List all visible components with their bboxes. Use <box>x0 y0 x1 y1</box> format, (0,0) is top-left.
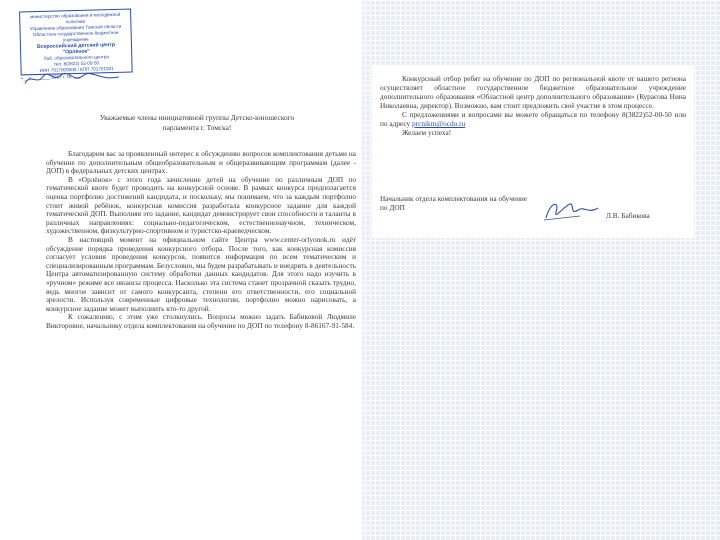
stamp-line: Управление образования Томской области <box>29 23 122 32</box>
signer-name: Л.В. Бабикова <box>606 211 650 220</box>
signer-title: Начальник отдела комплектования на обучение по ДОП <box>380 194 528 212</box>
stamp-line: Областное государственное бюджетное учреждение <box>32 29 119 43</box>
letter-page-2 <box>372 66 694 238</box>
letter-body <box>46 150 356 330</box>
stamp-line: ИНН 7017000000 / КПП 701701001 <box>39 66 114 73</box>
stamp-line: Всероссийский детский центр <box>36 41 116 51</box>
closing-line: Желаем успеха! <box>402 128 452 137</box>
stamp-line: тел. 8(3822) 52-00-50 <box>53 60 100 67</box>
letter-paragraph: К сожалению, с этим уже столкнулись. Вопросы можно задать Бабиковой Людмиле Викторовне, начальнику отдела комплектования на обучение по ДОП по телефону 8-86167-91-584. <box>46 312 356 330</box>
stamp-line: Лаб. образовательного центра <box>43 54 110 61</box>
letter-paragraph: В настоящий момент на официальном сайте Центра www.center-orlyonok.ru идёт обсуждение порядка проведения конкурсного отбора. После того, как конкурсная комиссия согласует условия проведения конкурсов, появится информация по всем тематическим и специализированным программам. Безусловно, мы будем разрабатывать и внедрять в деятельность Центра автоматизированную систему обработки данных кандидатов. Для этого надо изучить в «ручном» режиме все нюансы процесса. Насколько эта система станет прозрачной сказать трудно, ведь многое зависит от самого конкурсанта, степени его ответственности, его социальной зрелости. Используя современные цифровые технологии, портфолио можно нарисовать, а конкурсное задание может выполнить кто-то другой. <box>46 234 356 313</box>
stamp-signature-icon <box>23 69 123 88</box>
letter-addressee: Уважаемые члены инициативной группы Детско-юношеского парламента г. Томска! <box>99 113 295 132</box>
stamp-date: «__» _______ 2017 г. № ___ <box>20 73 81 81</box>
letter-paragraph: В «Орлёнок» с этого года зачисление детей на обучение по различным ДОП по тематической квоте будет проводить на конкурсной основе. В рамках конкурса предполагается оценка портфолио достижений кандидата, и поскольку, мы понимаем, что за каждым портфолио стоит живой ребёнок, конкурсная комиссия разработала конкурсное задание для каждой тематической ДОП. Выполняя это задание, кандидат демонстрирует свои способности и таланты в различных направлениях: социально-педагогическом, естественнонаучном, техническом, художественном, физкультурно-спортивном и туристско-краеведческом. <box>46 174 356 236</box>
letter-paragraph: Конкурсный отбор ребят на обучение по ДОП по региональной квоте от вашего региона осуществляет областное государственное бюджетное образовательное учреждение дополнительного образования «Областной центр дополнительного образования» (Кураєова Нина Николаевна, директор). Возможно, вам стоит предложить своё участие в этом процессе. <box>380 74 686 110</box>
contact-text: С предложениями и вопросами вы можете обращаться по телефону 8(3822)52-00-50 или по адресу <box>380 110 686 128</box>
email-link[interactable]: prcnikm@ocdo.ru <box>412 119 466 128</box>
organization-stamp <box>19 9 133 86</box>
letter-body-continued <box>380 74 686 137</box>
letter-paragraph: Благодарим вас за проявленный интерес к обсуждению вопросов комплектования детьми на обучение по дополнительным общеобразовательным и общеразвивающим программам (далее - ДОП) в федеральных детских центрах. <box>46 149 356 176</box>
handwritten-signature-icon <box>540 196 604 226</box>
letter-paragraph <box>380 110 686 128</box>
stamp-line: "Орлёнок" <box>62 48 90 56</box>
stamp-line: министерство образования и молодежной политики <box>30 11 121 25</box>
